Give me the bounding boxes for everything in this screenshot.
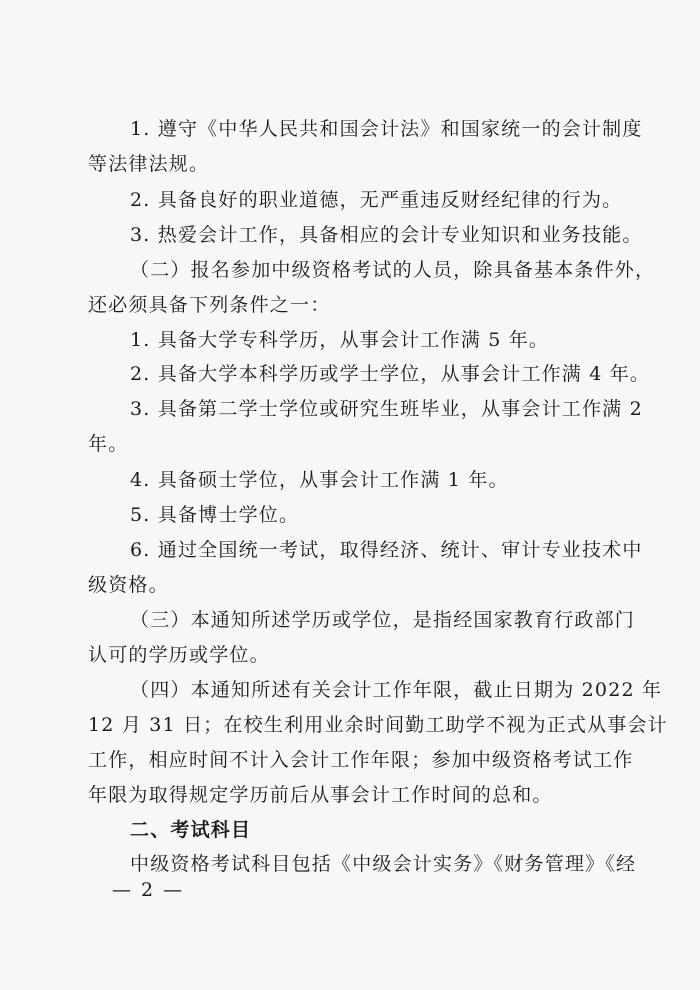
paragraph-req-2: 2. 具备大学本科学历或学士学位，从事会计工作满 4 年。 <box>130 363 651 385</box>
paragraph-section-3-line-1: （三）本通知所述学历或学位，是指经国家教育行政部门 <box>130 609 636 631</box>
paragraph-req-4: 4. 具备硕士学位，从事会计工作满 1 年。 <box>130 469 509 491</box>
paragraph-exam-subjects: 中级资格考试科目包括《中级会计实务》《财务管理》《经 <box>130 853 637 875</box>
paragraph-condition-1-line-1: 1. 遵守《中华人民共和国会计法》和国家统一的会计制度 <box>130 118 643 140</box>
paragraph-section-4-line-2: 12 月 31 日；在校生利用业余时间勤工助学不视为正式从事会计 <box>88 714 668 736</box>
paragraph-req-6-line-1: 6. 通过全国统一考试，取得经济、统计、审计专业技术中 <box>130 539 643 561</box>
page-number: — 2 — <box>112 879 185 901</box>
paragraph-section-4-line-4: 年限为取得规定学历前后从事会计工作时间的总和。 <box>88 784 553 806</box>
paragraph-section-4-line-1: （四）本通知所述有关会计工作年限，截止日期为 2022 年 <box>130 679 663 701</box>
section-heading-exam-subjects: 二、考试科目 <box>130 819 252 841</box>
paragraph-section-4-line-3: 工作，相应时间不计入会计工作年限；参加中级资格考试工作 <box>88 749 634 771</box>
paragraph-condition-3: 3. 热爱会计工作，具备相应的会计专业知识和业务技能。 <box>130 224 643 246</box>
paragraph-condition-2: 2. 具备良好的职业道德，无严重违反财经纪律的行为。 <box>130 189 623 211</box>
paragraph-req-6-line-2: 级资格。 <box>88 574 169 596</box>
paragraph-req-3-line-1: 3. 具备第二学士学位或研究生班毕业，从事会计工作满 2 <box>130 398 643 420</box>
paragraph-condition-1-line-2: 等法律法规。 <box>88 153 210 175</box>
paragraph-req-1: 1. 具备大学专科学历，从事会计工作满 5 年。 <box>130 329 550 351</box>
paragraph-section-2-line-2: 还必须具备下列条件之一： <box>88 294 331 316</box>
paragraph-section-3-line-2: 认可的学历或学位。 <box>88 644 270 666</box>
paragraph-req-3-line-2: 年。 <box>88 433 129 455</box>
paragraph-section-2-line-1: （二）报名参加中级资格考试的人员，除具备基本条件外， <box>130 259 656 281</box>
paragraph-req-5: 5. 具备博士学位。 <box>130 504 300 526</box>
